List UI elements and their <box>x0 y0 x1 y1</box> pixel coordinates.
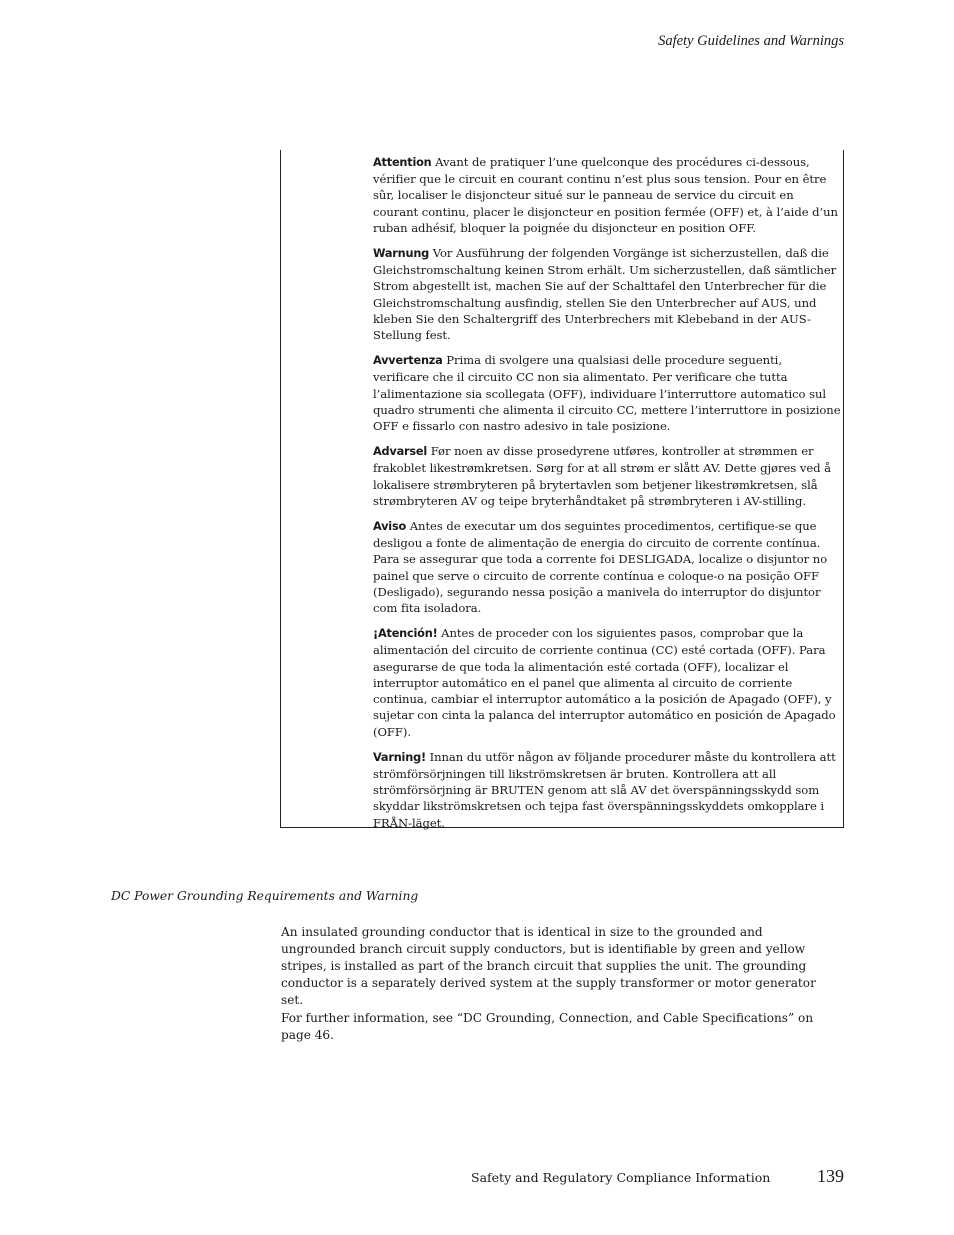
warning-text: Innan du utför någon av följande procedurer måste du kontrollera att strömförsörjningen till likströmskretsen är bruten. Kontrollera att all strömförsörjning är BRUTEN genom att slå AV det överspänningsskydd som skyddar likströmskretsen och tejpa fast överspänningsskyddets omkopplare i FRÅN-läget. <box>373 749 836 830</box>
body-paragraph: An insulated grounding conductor that is identical in size to the grounded and ungrounded branch circuit supply conductors, but is identifiable by green and yellow stripes, is installed as part of the branch circuit that supplies the unit. The grounding conductor is a separately derived system at the supply transformer or motor generator set. <box>281 925 816 1007</box>
footer-label: Safety and Regulatory Compliance Information <box>471 1170 771 1185</box>
warning-lead: Advarsel <box>373 445 428 459</box>
warning-italian <box>373 352 841 434</box>
warning-lead: Varning! <box>373 750 426 764</box>
warning-norwegian <box>373 443 841 509</box>
warning-lead: ¡Atención! <box>373 627 438 641</box>
warning-text: Antes de executar um dos seguintes procedimentos, certifique-se que desligou a fonte de alimentação de energia do circuito de corrente contínua. Para se assegurar que toda a corrente foi DESLIGADA, localize o disjuntor no painel que serve o circuito de corrente contínua e coloque-o na posição OFF (Desligado), segurando nessa posição a manivela do interruptor do disjuntor com fita isoladora. <box>373 519 828 616</box>
warning-lead: Aviso <box>373 520 407 534</box>
body-paragraph: For further information, see “DC Grounding, Connection, and Cable Specifications” on page 46. <box>281 1011 814 1042</box>
warning-french <box>373 154 841 236</box>
warning-text: Vor Ausführung der folgenden Vorgänge ist sicherzustellen, daß die Gleichstromschaltung keinen Strom erhält. Um sicherzustellen, daß sämtlicher Strom abgestellt ist, machen Sie auf der Schalttafel den Unterbrecher für die Gleichstromschaltung ausfindig, stellen Sie den Unterbrecher auf AUS, und kleben Sie den Schaltergriff des Unterbrechers mit Klebeband in der AUS-Stellung fest. <box>373 246 837 343</box>
warning-spanish <box>373 625 841 739</box>
warning-text: Avant de pratiquer l’une quelconque des procédures ci-dessous, vérifier que le circuit en courant continu n’est plus sous tension. Pour en être sûr, localiser le disjoncteur situé sur le panneau de service du circuit en courant continu, placer le disjoncteur en position fermée (OFF) et, à l’aide d’un ruban adhésif, bloquer la poignée du disjoncteur en position OFF. <box>373 155 838 235</box>
section-heading: DC Power Grounding Requirements and Warning <box>111 889 419 903</box>
warning-text: Før noen av disse prosedyrene utføres, kontroller at strømmen er frakoblet likestrømkretsen. Sørg for at all strøm er slått AV. Dette gjøres ved å lokalisere strømbryteren på brytertavlen som betjener likestrømkretsen, slå strømbryteren AV og teipe bryterhåndtaket på strømbryteren i AV-stilling. <box>373 444 832 508</box>
warning-text: Antes de proceder con los siguientes pasos, comprobar que la alimentación del circuito de corriente continua (CC) esté cortada (OFF). Para asegurarse de que toda la alimentación esté cortada (OFF), localizar el interruptor automático en el panel que alimenta al circuito de corriente continua, cambiar el interruptor automático a la posición de Apagado (OFF), y sujetar con cinta la palanca del interruptor automático en posición de Apagado (OFF). <box>373 626 836 739</box>
page-number: 139 <box>817 1166 844 1186</box>
warning-portuguese <box>373 518 841 616</box>
warning-lead: Warnung <box>373 247 430 261</box>
warning-lead: Avvertenza <box>373 354 443 368</box>
warning-german <box>373 245 841 343</box>
warning-list <box>373 154 841 840</box>
running-header: Safety Guidelines and Warnings <box>658 33 844 49</box>
warning-text: Prima di svolgere una qualsiasi delle procedure seguenti, verificare che il circuito CC non sia alimentato. Per verificare che tutta l’alimentazione sia scollegata (OFF), individuare l’interruttore automatico sul quadro strumenti che alimenta il circuito CC, mettere l’interruttore in posizione OFF e fissarlo con nastro adesivo in tale posizione. <box>373 353 841 434</box>
warning-lead: Attention <box>373 156 432 169</box>
multilingual-warning-box <box>280 150 844 828</box>
warning-swedish <box>373 749 841 831</box>
